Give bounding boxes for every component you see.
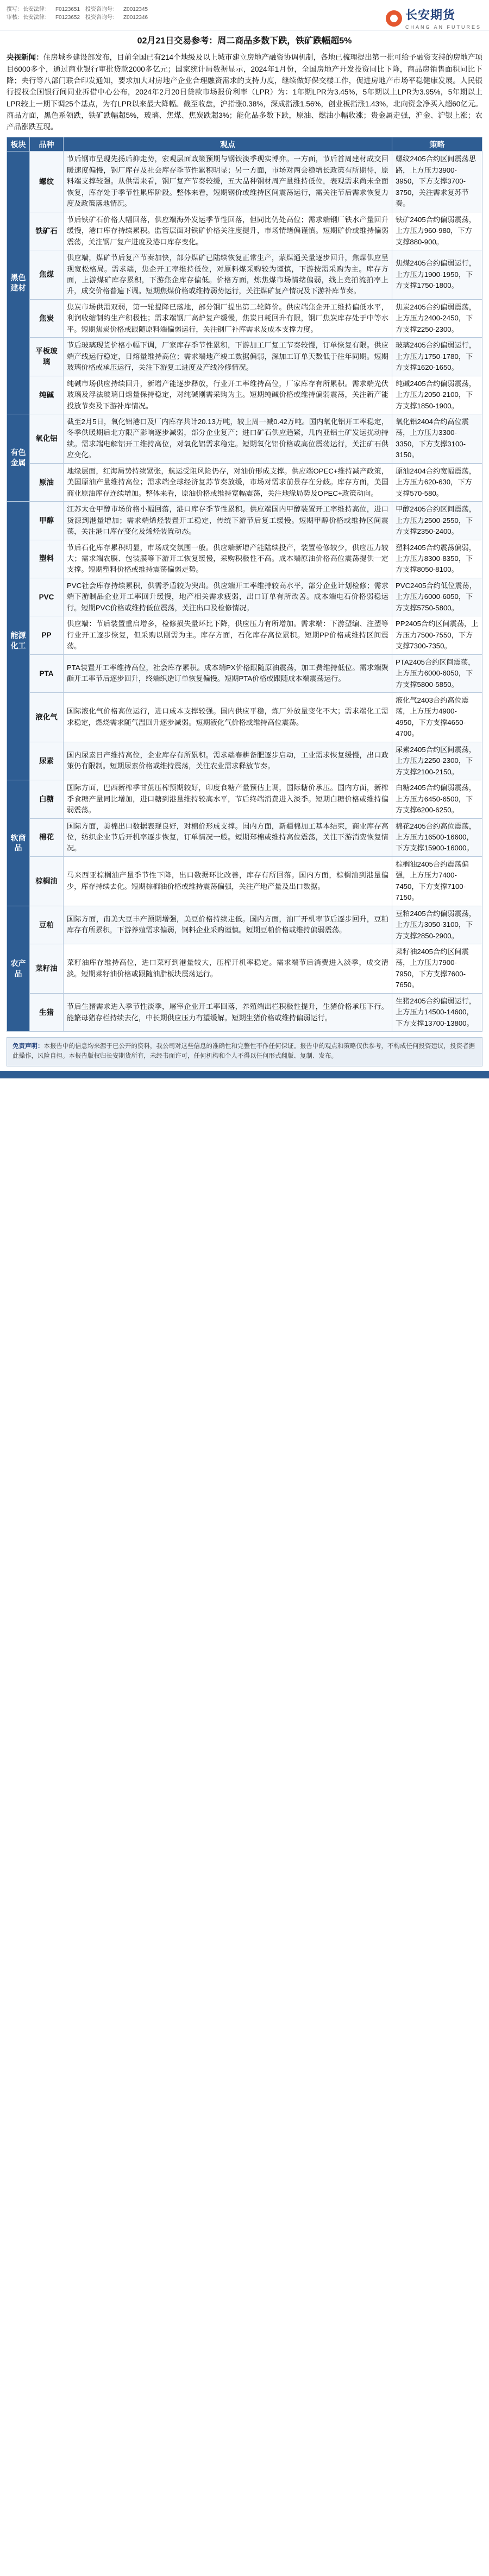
variety-cell: 螺纹 bbox=[30, 151, 64, 212]
logo-subtext: CHANG AN FUTURES bbox=[405, 24, 481, 30]
table-row bbox=[7, 780, 482, 818]
view-cell: PTA装置开工率维持高位，社会库存累积。成本端PX价格跟随原油震荡，加工费维持低位。需求端聚酯开工率节后逐步回升，终端织造订单恢复偏慢。短期PTA价格或跟随成本端震荡运行。 bbox=[64, 654, 392, 692]
strategy-cell: 生猪2405合约偏弱运行，上方压力14500-14600，下方支撑13700-13800。 bbox=[392, 993, 482, 1031]
view-cell: 江苏太仓甲醇市场价格小幅回落，港口库存季节性累积。供应端国内甲醇装置开工率维持高位，进口货源到港量增加；需求端烯烃装置开工稳定，传统下游节后复工缓慢。短期甲醇价格或维持区间震荡，关注港口库存变化及烯烃装置动态。 bbox=[64, 502, 392, 540]
variety-cell: 棉花 bbox=[30, 818, 64, 856]
table-row bbox=[7, 856, 482, 906]
view-cell: 纯碱市场供应持续回升，新增产能逐步释放，行业开工率维持高位，厂家库存有所累积。需求端光伏玻璃及浮法玻璃日熔量保持稳定，对纯碱刚需采购为主。短期纯碱价格或维持偏弱震荡，关注新产能投放节奏及下游补库情况。 bbox=[64, 376, 392, 414]
strategy-cell: 棕榈油2405合约震荡偏强，上方压力7400-7450，下方支撑7100-7150。 bbox=[392, 856, 482, 906]
table-row bbox=[7, 151, 482, 212]
view-cell: 截至2月5日，氧化铝港口及厂内库存共计20.13万吨，较上周一减0.42万吨。国内氧化铝开工率稳定，冬季供暖期后北方限产影响逐步减弱，部分企业复产；进口矿石供应趋紧，几内亚铝土矿发运扰动持续。需求端电解铝开工维持高位，对氧化铝需求稳定。短期氧化铝价格或高位震荡运行，关注矿石供应变化。 bbox=[64, 414, 392, 464]
strategy-cell: 棉花2405合约高位震荡，上方压力16500-16600，下方支撑15900-16000。 bbox=[392, 818, 482, 856]
view-cell: 国际液化气价格高位运行，进口成本支撑较强。国内供应平稳，炼厂外放量变化不大；需求端化工需求稳定，燃烧需求随气温回升逐步减弱。短期液化气价格或维持高位震荡。 bbox=[64, 692, 392, 742]
variety-cell: 焦炭 bbox=[30, 299, 64, 337]
news-lead: 央视新闻： bbox=[7, 53, 43, 62]
table-row bbox=[7, 654, 482, 692]
table-row bbox=[7, 742, 482, 780]
strategy-cell: 焦煤2405合约偏弱运行，上方压力1900-1950，下方支撑1750-1800。 bbox=[392, 250, 482, 300]
strategy-cell: 玻璃2405合约偏弱运行，上方压力1750-1780，下方支撑1620-1650。 bbox=[392, 338, 482, 376]
variety-cell: PTA bbox=[30, 654, 64, 692]
table-header-row bbox=[7, 137, 482, 151]
table-row bbox=[7, 338, 482, 376]
view-cell: 节后生猪需求进入季节性淡季，屠宰企业开工率回落，养殖端出栏积极性提升，生猪价格承压下行。能繁母猪存栏持续去化，中长期供应压力有望缓解。短期生猪价格或维持偏弱运行。 bbox=[64, 993, 392, 1031]
strategy-cell: 氧化铝2404合约高位震荡，上方压力3300-3350，下方支撑3100-3150。 bbox=[392, 414, 482, 464]
news-summary bbox=[0, 50, 489, 137]
sector-cell: 软商品 bbox=[7, 780, 30, 906]
table-row bbox=[7, 376, 482, 414]
sector-cell: 黑色建材 bbox=[7, 151, 30, 414]
view-cell: 节后铁矿石价格大幅回落，供应端海外发运季节性回落，但同比仍处高位；需求端钢厂铁水产量回升缓慢，港口库存持续累积。监管层面对铁矿价格关注度提升，市场情绪偏谨慎。短期矿价或维持偏弱震荡，关注钢厂复产进度及港口库存变化。 bbox=[64, 212, 392, 250]
variety-cell: 豆粕 bbox=[30, 906, 64, 944]
table-row bbox=[7, 414, 482, 464]
report-header bbox=[0, 0, 489, 30]
table-row bbox=[7, 212, 482, 250]
strategy-table bbox=[7, 137, 482, 1032]
author-line-1: 撰写：长安法律： F0123651 投资咨询号： Z0012345 bbox=[7, 7, 148, 12]
disclaimer bbox=[7, 1037, 482, 1066]
author-line-2: 审核：长安法律： F0123652 投资咨询号： Z0012346 bbox=[7, 15, 148, 21]
strategy-cell: 纯碱2405合约偏弱震荡，上方压力2050-2100，下方支撑1850-1900。 bbox=[392, 376, 482, 414]
strategy-cell: 原油2404合约宽幅震荡，上方压力620-630，下方支撑570-580。 bbox=[392, 463, 482, 501]
variety-cell: PP bbox=[30, 616, 64, 654]
table-row bbox=[7, 818, 482, 856]
strategy-cell: 螺纹2405合约区间震荡思路，上方压力3900-3950，下方支撑3700-3750，关注需求复苏节奏。 bbox=[392, 151, 482, 212]
view-cell: 马来西亚棕榈油产量季节性下降，出口数据环比改善，库存有所回落。国内方面，棕榈油到港量偏少，库存持续去化。短期棕榈油价格或维持震荡偏强，关注产地产量及出口数据。 bbox=[64, 856, 392, 906]
view-cell: 供应端：节后装置重启增多，检修损失量环比下降，供应压力有所增加。需求端：下游塑编、注塑等行业开工逐步恢复，但采购以刚需为主。库存方面，石化库存高位累积。短期PP价格或维持区间震荡。 bbox=[64, 616, 392, 654]
sector-cell: 能源化工 bbox=[7, 502, 30, 780]
news-body: 住房城乡建设部发布，目前全国已有214个地级及以上城市建立房地产融资协调机制，各地已梳理提出第一批可给予融资支持的房地产项目6000多个，通过商业银行审批贷款2000多亿元；国家统计局数据显示，2024年1月份，全国房地产开发投资同比下降，商品房销售面积同比下降；央行等八部门联合印发通知，要求加大对房地产企业合理融资需求的支持力度，继续做好保交楼工作，促进房地产市场平稳健康发展。人民银行授权全国银行间同业拆借中心公布，2024年2月20日贷款市场报价利率（LPR）为：1年期LPR为3.45%，5年期以上LPR为3.95%，5年期以上LPR较上一期下调25个基点，为有LPR以来最大降幅。截至收盘，沪指涨0.38%，深成指涨1.56%，创业板指涨1.43%，北向资金净买入超60亿元。商品方面，黑色系领跌，铁矿跌幅超5%，玻璃、焦煤、焦炭跌超3%；能化品多数下跌，原油、燃油小幅收涨；贵金属走强，沪金、沪银上涨；农产品涨跌互现。 bbox=[7, 53, 483, 131]
table-row bbox=[7, 993, 482, 1031]
report-title: 02月21日交易参考：周二商品多数下跌，铁矿跌幅超5% bbox=[137, 36, 352, 46]
page bbox=[0, 0, 489, 1078]
view-cell: 国际方面，美棉出口数据表现良好，对棉价形成支撑。国内方面，新疆棉加工基本结束，商业库存高位，纺织企业节后开机率逐步恢复，订单情况一般。短期郑棉或维持高位震荡，关注下游消费恢复情况。 bbox=[64, 818, 392, 856]
table-row bbox=[7, 616, 482, 654]
strategy-cell: 菜籽油2405合约区间震荡，上方压力7900-7950，下方支撑7600-7650。 bbox=[392, 944, 482, 994]
view-cell: PVC社会库存持续累积，供需矛盾较为突出。供应端开工率维持较高水平，部分企业计划检修；需求端下游制品企业开工率回升缓慢，地产相关需求疲弱，出口订单有所改善。成本端电石价格弱稳运行。短期PVC价格或维持低位震荡，关注出口及检修情况。 bbox=[64, 578, 392, 616]
variety-cell: 棕榈油 bbox=[30, 856, 64, 906]
variety-cell: 白糖 bbox=[30, 780, 64, 818]
table-row bbox=[7, 250, 482, 300]
header-strategy: 策略 bbox=[392, 137, 482, 151]
variety-cell: 铁矿石 bbox=[30, 212, 64, 250]
table-row bbox=[7, 692, 482, 742]
bottom-bar bbox=[0, 1071, 489, 1078]
variety-cell: PVC bbox=[30, 578, 64, 616]
view-cell: 节后石化库存累积明显，市场成交氛围一般。供应端新增产能陆续投产，装置检修较少，供应压力较大；需求端农膜、包装膜等下游开工恢复缓慢，采购积极性不高。成本端原油价格高位震荡提供一定支撑。短期塑料价格或维持震荡偏弱走势。 bbox=[64, 540, 392, 578]
table-row bbox=[7, 502, 482, 540]
strategy-cell: 甲醇2405合约区间震荡，上方压力2500-2550，下方支撑2350-2400。 bbox=[392, 502, 482, 540]
variety-cell: 焦煤 bbox=[30, 250, 64, 300]
logo-text: 长安期货 bbox=[405, 8, 455, 22]
variety-cell: 菜籽油 bbox=[30, 944, 64, 994]
sector-cell: 有色金属 bbox=[7, 414, 30, 502]
variety-cell: 液化气 bbox=[30, 692, 64, 742]
strategy-cell: 铁矿2405合约偏弱震荡，上方压力960-980，下方支撑880-900。 bbox=[392, 212, 482, 250]
variety-cell: 塑料 bbox=[30, 540, 64, 578]
strategy-table-body bbox=[7, 151, 482, 1032]
header-variety: 品种 bbox=[30, 137, 64, 151]
disclaimer-label: 免责声明： bbox=[12, 1043, 44, 1050]
variety-cell: 平板玻璃 bbox=[30, 338, 64, 376]
table-row bbox=[7, 463, 482, 501]
variety-cell: 尿素 bbox=[30, 742, 64, 780]
variety-cell: 原油 bbox=[30, 463, 64, 501]
header-sector: 板块 bbox=[7, 137, 30, 151]
view-cell: 节后钢市呈现先扬后抑走势，宏观层面政策预期与钢铁淡季现实博弈。一方面，节后首周建材成交回暖速度偏慢，钢厂库存及社会库存季节性累积明显；另一方面，市场对两会稳增长政策有所期待，原料端支撑较强。从供需来看，钢厂复产节奏较缓，五大品种钢材周产量维持低位，表观需求尚未全面恢复，库存处于季节性累库阶段。整体来看，短期钢价或维持区间震荡运行，需关注节后需求恢复力度及政策落地情况。 bbox=[64, 151, 392, 212]
strategy-cell: 塑料2405合约震荡偏弱，上方压力8300-8350，下方支撑8050-8100。 bbox=[392, 540, 482, 578]
table-row bbox=[7, 944, 482, 994]
strategy-cell: PP2405合约区间震荡，上方压力7500-7550，下方支撑7300-7350。 bbox=[392, 616, 482, 654]
view-cell: 国际方面，巴西新榨季甘蔗压榨预期较好，印度食糖产量预估上调，国际糖价承压。国内方面，新榨季食糖产量同比增加，进口糖到港量维持较高水平，节后终端消费进入淡季。短期白糖价格或维持偏弱震荡。 bbox=[64, 780, 392, 818]
company-logo bbox=[386, 7, 481, 31]
table-row bbox=[7, 906, 482, 944]
view-cell: 国内尿素日产维持高位，企业库存有所累积。需求端春耕备肥逐步启动，工业需求恢复缓慢，出口政策仍有限制。短期尿素价格或维持震荡，关注农业需求释放节奏。 bbox=[64, 742, 392, 780]
strategy-cell: 焦炭2405合约偏弱震荡，上方压力2400-2450，下方支撑2250-2300。 bbox=[392, 299, 482, 337]
view-cell: 焦炭市场供需双弱，第一轮提降已落地，部分钢厂提出第二轮降价。供应端焦企开工维持偏低水平，利润收缩制约生产积极性；需求端钢厂高炉复产缓慢，焦炭日耗回升有限，钢厂焦炭库存处于中等水平。短期焦炭价格或跟随原料端偏弱运行，关注钢厂补库需求及成本支撑力度。 bbox=[64, 299, 392, 337]
strategy-cell: 尿素2405合约区间震荡，上方压力2250-2300，下方支撑2100-2150。 bbox=[392, 742, 482, 780]
disclaimer-text: 本报告中的信息均来源于已公开的资料，我公司对这些信息的准确性和完整性不作任何保证。报告中的观点和策略仅供参考，不构成任何投资建议，投资者据此操作，风险自担。本报告版权归长安期货所有，未经书面许可，任何机构和个人不得以任何形式翻版、复制、发布。 bbox=[12, 1043, 475, 1060]
strategy-cell: 液化气2403合约高位震荡，上方压力4900-4950，下方支撑4650-4700。 bbox=[392, 692, 482, 742]
variety-cell: 氧化铝 bbox=[30, 414, 64, 464]
strategy-cell: PTA2405合约区间震荡，上方压力6000-6050，下方支撑5800-5850。 bbox=[392, 654, 482, 692]
variety-cell: 甲醇 bbox=[30, 502, 64, 540]
table-row bbox=[7, 540, 482, 578]
variety-cell: 纯碱 bbox=[30, 376, 64, 414]
strategy-cell: 白糖2405合约偏弱震荡，上方压力6450-6500，下方支撑6200-6250。 bbox=[392, 780, 482, 818]
author-info bbox=[7, 5, 153, 22]
view-cell: 地缘层面，红海局势持续紧张，航运受阻风险仍存，对油价形成支撑。供应端OPEC+维持减产政策，美国原油产量维持高位；需求端全球经济复苏节奏放缓，市场对需求前景存在分歧。库存方面，美国商业原油库存连续增加。整体来看，原油价格或维持宽幅震荡，关注地缘局势及OPEC+政策动向。 bbox=[64, 463, 392, 501]
sector-cell: 农产品 bbox=[7, 906, 30, 1032]
view-cell: 节后玻璃现货价格小幅下调，厂家库存季节性累积，下游加工厂复工节奏较慢，订单恢复有限。供应端产线运行稳定，日熔量维持高位；需求端地产竣工数据偏弱，深加工订单天数低于往年同期。短期玻璃价格或承压运行，关注下游复工进度及产线冷修情况。 bbox=[64, 338, 392, 376]
strategy-cell: PVC2405合约低位震荡，上方压力6000-6050，下方支撑5750-5800。 bbox=[392, 578, 482, 616]
table-row bbox=[7, 299, 482, 337]
view-cell: 供应端，煤矿节后复产节奏加快，部分煤矿已陆续恢复正常生产，蒙煤通关量逐步回升，焦煤供应呈现宽松格局。需求端，焦企开工率维持低位，对原料煤采购较为谨慎，下游按需采购为主。库存方面，上游煤矿库存累积，下游焦企库存偏低。价格方面，炼焦煤市场情绪偏弱，线上竞拍流拍率上升，成交价格普遍下调。短期焦煤价格或维持弱势运行，关注煤矿复产情况及下游补库节奏。 bbox=[64, 250, 392, 300]
view-cell: 国际方面，南美大豆丰产预期增强，美豆价格持续走低。国内方面，油厂开机率节后逐步回升，豆粕库存有所累积，下游养殖需求偏弱，饲料企业采购谨慎。短期豆粕价格或维持偏弱震荡。 bbox=[64, 906, 392, 944]
view-cell: 菜籽油库存维持高位，进口菜籽到港量较大，压榨开机率稳定。需求端节后消费进入淡季，成交清淡。短期菜籽油价格或跟随油脂板块震荡运行。 bbox=[64, 944, 392, 994]
strategy-cell: 豆粕2405合约偏弱震荡，上方压力3050-3100，下方支撑2850-2900。 bbox=[392, 906, 482, 944]
table-row bbox=[7, 578, 482, 616]
logo-icon bbox=[386, 10, 402, 27]
header-view: 观点 bbox=[64, 137, 392, 151]
variety-cell: 生猪 bbox=[30, 993, 64, 1031]
